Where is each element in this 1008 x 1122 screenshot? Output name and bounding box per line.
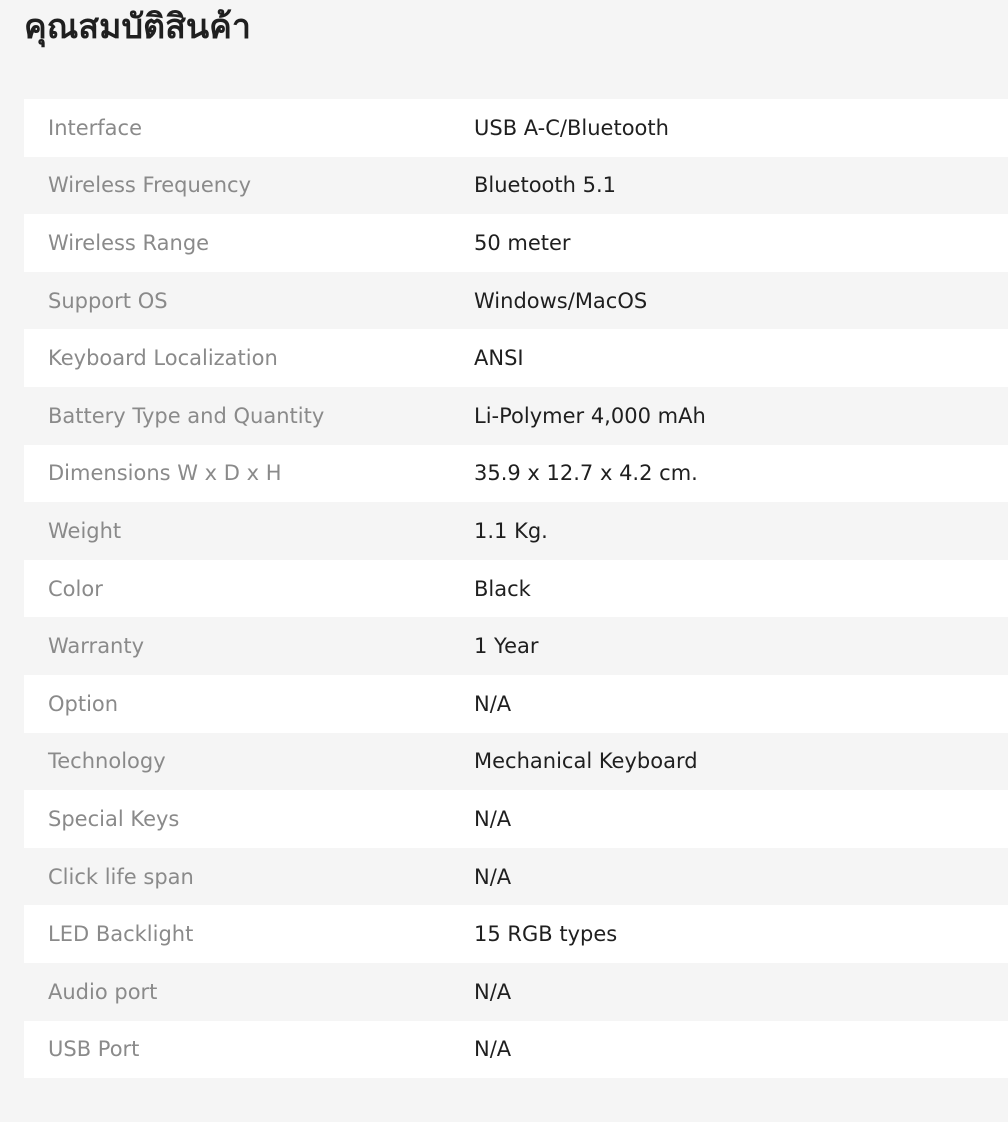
spec-value: N/A [474, 864, 512, 889]
spec-label: Battery Type and Quantity [48, 403, 325, 428]
spec-row-color [24, 560, 1008, 618]
spec-value: Black [474, 576, 531, 601]
spec-label: Keyboard Localization [48, 346, 278, 371]
spec-value: Bluetooth 5.1 [474, 173, 617, 198]
spec-row-wireless-frequency [24, 157, 1008, 215]
spec-value: Mechanical Keyboard [474, 749, 698, 774]
spec-label: Weight [48, 518, 122, 543]
spec-label: Click life span [48, 864, 194, 889]
spec-value: 15 RGB types [474, 922, 618, 947]
spec-row-led-backlight [24, 905, 1008, 963]
spec-row-warranty [24, 617, 1008, 675]
spec-label: Color [48, 576, 103, 601]
spec-row-weight [24, 502, 1008, 560]
spec-value: N/A [474, 1037, 512, 1062]
spec-value: 1 Year [474, 634, 539, 659]
spec-value: ANSI [474, 346, 524, 371]
spec-row-technology [24, 733, 1008, 791]
spec-row-special-keys [24, 790, 1008, 848]
spec-value: N/A [474, 691, 512, 716]
spec-value: 50 meter [474, 230, 571, 255]
spec-value: Windows/MacOS [474, 288, 648, 313]
spec-label: LED Backlight [48, 922, 194, 947]
spec-row-keyboard-localization [24, 329, 1008, 387]
spec-value: 1.1 Kg. [474, 518, 548, 543]
spec-label: Support OS [48, 288, 168, 313]
spec-label: Audio port [48, 979, 158, 1004]
spec-value: USB A-C/Bluetooth [474, 115, 669, 140]
spec-label: Warranty [48, 634, 145, 659]
spec-row-interface [24, 99, 1008, 157]
spec-label: Option [48, 691, 119, 716]
spec-row-support-os [24, 272, 1008, 330]
section-title: คุณสมบัติสินค้า [24, 7, 251, 47]
spec-row-wireless-range [24, 214, 1008, 272]
spec-label: Technology [48, 749, 166, 774]
spec-value: Li-Polymer 4,000 mAh [474, 403, 706, 428]
spec-row-usb-port [24, 1021, 1008, 1079]
spec-row-battery [24, 387, 1008, 445]
spec-row-dimensions [24, 445, 1008, 503]
spec-label: Interface [48, 115, 143, 140]
spec-label: Dimensions W x D x H [48, 461, 282, 486]
spec-row-audio-port [24, 963, 1008, 1021]
spec-label: Special Keys [48, 806, 180, 831]
spec-value: N/A [474, 806, 512, 831]
spec-row-option [24, 675, 1008, 733]
spec-label: Wireless Frequency [48, 173, 252, 198]
spec-value: N/A [474, 979, 512, 1004]
spec-label: Wireless Range [48, 230, 210, 255]
spec-row-click-life-span [24, 848, 1008, 906]
spec-label: USB Port [48, 1037, 140, 1062]
spec-value: 35.9 x 12.7 x 4.2 cm. [474, 461, 698, 486]
specifications-table [24, 99, 1008, 1078]
